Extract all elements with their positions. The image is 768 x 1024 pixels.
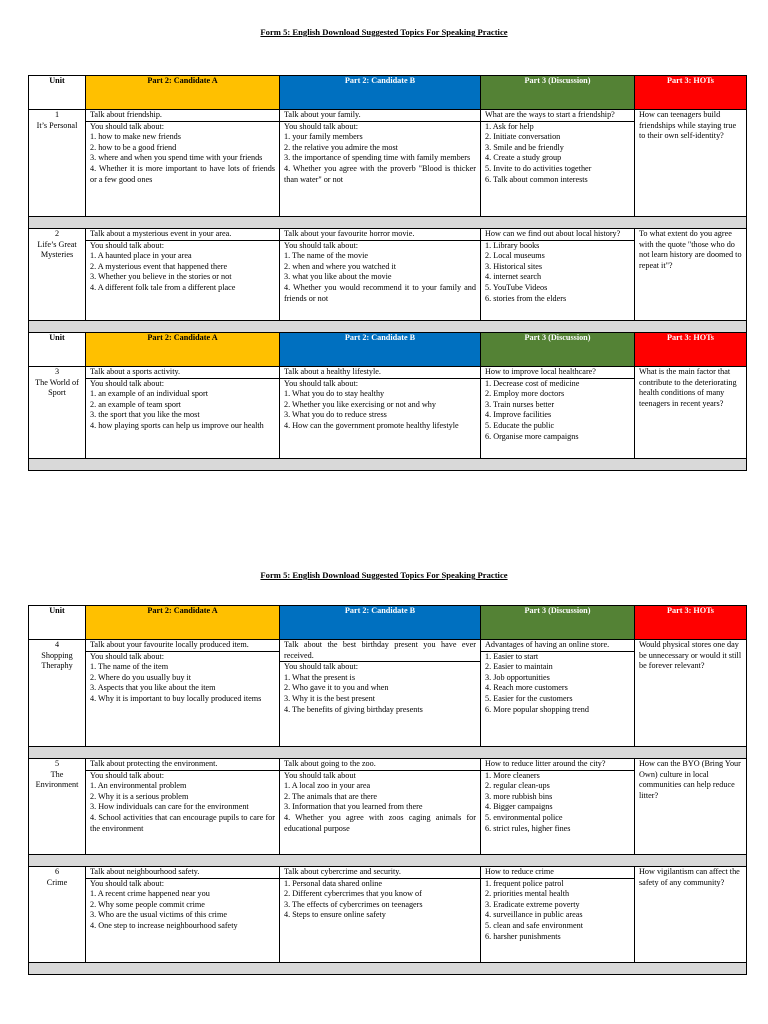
hots-cell: To what extent do you agree with the quote "those who do not learn history are doomed to repeat it"? (635, 229, 747, 321)
candidate-b-cell: Talk about cybercrime and security. 1. Personal data shared online 2. Different cybercrimes that you know of 3. The effects of cybercrimes on teenagers 4. Steps to ensure online safety (280, 867, 481, 963)
header-hots: Part 3: HOTs (635, 606, 747, 640)
discussion-cell: How to reduce crime 1. frequent police patrol 2. priorities mental health 3. Eradicate extreme poverty 4. surveillance in public areas 5. clean and safe environment 6. harsher punishments (481, 867, 635, 963)
header-row (29, 76, 747, 110)
spacer-row (29, 459, 747, 471)
spacer-row (29, 321, 747, 333)
header-discussion: Part 3 (Discussion) (481, 76, 635, 110)
candidate-b-cell: Talk about a healthy lifestyle. You should talk about: 1. What you do to stay healthy 2. Whether you like exercising or not and why 3. What you do to reduce stress 4. How can the government promote healthy lifestyle (280, 367, 481, 459)
candidate-b-cell: Talk about your favourite horror movie. You should talk about: 1. The name of the movie 2. when and where you watched it 3. what you like about the movie 4. Whether you would recommend it to your family and friends or not (280, 229, 481, 321)
discussion-cell: How to reduce litter around the city? 1. More cleaners 2. regular clean-ups 3. more rubbish bins 4. Bigger campaigns 5. environmental police 6. strict rules, higher fines (481, 759, 635, 855)
header-discussion: Part 3 (Discussion) (481, 606, 635, 640)
hots-cell: What is the main factor that contribute to the deteriorating health conditions of many teenagers in recent years? (635, 367, 747, 459)
header-candidate-a: Part 2: Candidate A (86, 606, 280, 640)
header-unit: Unit (29, 76, 86, 110)
header-candidate-b: Part 2: Candidate B (280, 76, 481, 110)
discussion-cell: How can we find out about local history? 1. Library books 2. Local museums 3. Historical sites 4. internet search 5. YouTube Videos 6. stories from the elders (481, 229, 635, 321)
candidate-a-cell: Talk about a mysterious event in your area. You should talk about: 1. A haunted place in your area 2. A mysterious event that happened there 3. Whether you believe in the stories or not 4. A different folk tale from a different place (86, 229, 280, 321)
unit-cell: 5 The Environment (29, 759, 86, 855)
candidate-a-cell: Talk about your favourite locally produced item. You should talk about: 1. The name of the item 2. Where do you usually buy it 3. Aspects that you like about the item 4. Why it is important to buy locally produced items (86, 640, 280, 747)
header-candidate-a: Part 2: Candidate A (86, 76, 280, 110)
header-hots: Part 3: HOTs (635, 333, 747, 367)
hots-cell: How can the BYO (Bring Your Own) culture in local communities can help reduce litter? (635, 759, 747, 855)
spacer-row (29, 963, 747, 975)
header-unit: Unit (29, 606, 86, 640)
table-row (29, 759, 747, 855)
table-row (29, 867, 747, 963)
spacer-row (29, 855, 747, 867)
candidate-b-cell: Talk about the best birthday present you have ever received. You should talk about: 1. What the present is 2. Who gave it to you and when 3. Why it is the best present 4. The benefits of giving birthday presents (280, 640, 481, 747)
discussion-cell: How to improve local healthcare? 1. Decrease cost of medicine 2. Employ more doctors 3. Train nurses better 4. Improve facilities 5. Educate the public 6. Organise more campaigns (481, 367, 635, 459)
discussion-cell: Advantages of having an online store. 1. Easier to start 2. Easier to maintain 3. Job opportunities 4. Reach more customers 5. Easier for the customers 6. More popular shopping trend (481, 640, 635, 747)
page-title-1: Form 5: English Download Suggested Topics For Speaking Practice (260, 27, 508, 37)
header-candidate-b: Part 2: Candidate B (280, 333, 481, 367)
header-candidate-a: Part 2: Candidate A (86, 333, 280, 367)
topics-table-2 (28, 605, 747, 975)
page-title-2: Form 5: English Download Suggested Topics For Speaking Practice (260, 570, 508, 580)
unit-cell: 4 Shopping Theraphy (29, 640, 86, 747)
header-candidate-b: Part 2: Candidate B (280, 606, 481, 640)
table-row (29, 229, 747, 321)
candidate-b-cell: Talk about going to the zoo. You should talk about 1. A local zoo in your area 2. The animals that are there 3. Information that you learned from there 4. Whether you agree with zoos caging animals for educational purpose (280, 759, 481, 855)
header-hots: Part 3: HOTs (635, 76, 747, 110)
table-row (29, 640, 747, 747)
unit-cell: 3 The World of Sport (29, 367, 86, 459)
table-row (29, 110, 747, 217)
unit-cell: 1 It’s Personal (29, 110, 86, 217)
discussion-cell: What are the ways to start a friendship? 1. Ask for help 2. Initiate conversation 3. Smile and be friendly 4. Create a study group 5. Invite to do activities together 6. Talk about common interests (481, 110, 635, 217)
hots-cell: How vigilantism can affect the safety of any community? (635, 867, 747, 963)
table-row (29, 367, 747, 459)
unit-cell: 6 Crime (29, 867, 86, 963)
candidate-a-cell: Talk about friendship. You should talk about: 1. how to make new friends 2. how to be a good friend 3. where and when you spend time with your friends 4. Whether it is more important to have lots of friends or a few good ones (86, 110, 280, 217)
candidate-b-cell: Talk about your family. You should talk about: 1. your family members 2. the relative you admire the most 3. the importance of spending time with family members 4. Whether you agree with the proverb "Blood is thicker than water" or not (280, 110, 481, 217)
header-discussion: Part 3 (Discussion) (481, 333, 635, 367)
spacer-row (29, 747, 747, 759)
candidate-a-cell: Talk about protecting the environment. You should talk about: 1. An environmental problem 2. Why it is a serious problem 3. How individuals can care for the environment 4. School activities that can encourage pupils to care for the environment (86, 759, 280, 855)
header-unit: Unit (29, 333, 86, 367)
candidate-a-cell: Talk about a sports activity. You should talk about: 1. an example of an individual sport 2. an example of team sport 3. the sport that you like the most 4. how playing sports can help us improve our health (86, 367, 280, 459)
header-row (29, 606, 747, 640)
spacer-row (29, 217, 747, 229)
header-row (29, 333, 747, 367)
hots-cell: Would physical stores one day be unnecessary or would it still be forever relevant? (635, 640, 747, 747)
candidate-a-cell: Talk about neighbourhood safety. You should talk about: 1. A recent crime happened near you 2. Why some people commit crime 3. Who are the usual victims of this crime 4. One step to increase neighbourhood safety (86, 867, 280, 963)
hots-cell: How can teenagers build friendships while staying true to their own self-identity? (635, 110, 747, 217)
unit-cell: 2 Life’s Great Mysteries (29, 229, 86, 321)
topics-table-1 (28, 75, 747, 471)
